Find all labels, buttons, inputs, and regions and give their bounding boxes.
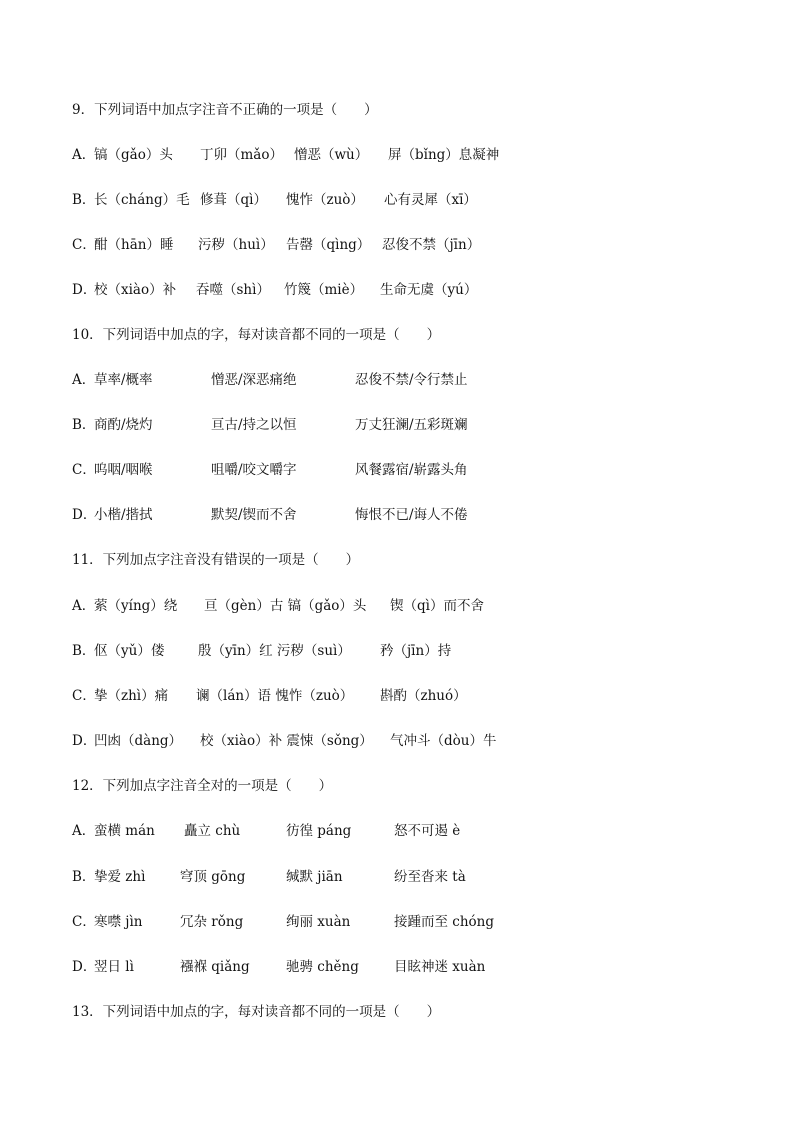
- option-item: 万丈狂澜/五彩斑斓: [355, 417, 468, 433]
- question-10-option-a: [72, 369, 468, 391]
- option-item: 忍俊不禁（jīn）: [382, 237, 481, 253]
- question-9-option-a: [72, 144, 500, 166]
- option-item: 修葺（qì）: [200, 192, 267, 208]
- option-item: 纷至沓来 tà: [394, 869, 466, 885]
- option-item: 风餐露宿/崭露头角: [355, 462, 468, 478]
- option-label: C．: [72, 237, 96, 253]
- option-label: D．: [72, 282, 97, 298]
- option-item: 目眩神迷 xuàn: [394, 959, 486, 975]
- option-item: 绚丽 xuàn: [286, 914, 351, 930]
- option-item: 悔恨不已/诲人不倦: [355, 507, 468, 523]
- question-11-option-c: [72, 685, 467, 707]
- option-label: A．: [72, 372, 96, 388]
- question-10-stem: 10．下列词语中加点的字，每对读音都不同的一项是（ ）: [72, 327, 441, 343]
- option-item: 心有灵犀（xī）: [384, 192, 477, 208]
- option-item: 矗立 chù: [184, 823, 241, 839]
- option-item: 冗杂 rǒng: [180, 914, 244, 930]
- option-item: 吞噬（shì）: [196, 282, 270, 298]
- option-item: 伛（yǔ）偻: [94, 643, 165, 659]
- option-label: B．: [72, 417, 96, 433]
- question-10-option-d: [72, 504, 468, 526]
- option-item: 愧怍（zuò）: [286, 192, 364, 208]
- option-item: 草率/概率: [94, 372, 153, 388]
- question-11-option-b: [72, 640, 452, 662]
- option-label: D．: [72, 959, 97, 975]
- option-item: 憎恶（wù）: [294, 147, 369, 163]
- option-item: 寒噤 jìn: [94, 914, 143, 930]
- option-item: 殷（yīn）红 污秽（suì）: [198, 643, 351, 659]
- question-13-stem: 13．下列词语中加点的字，每对读音都不同的一项是（ ）: [72, 1004, 441, 1020]
- option-item: 彷徨 páng: [286, 823, 352, 839]
- option-item: 斟酌（zhuó）: [380, 688, 467, 704]
- option-label: C．: [72, 462, 96, 478]
- option-item: 亘古/持之以恒: [211, 417, 297, 433]
- option-item: 驰骋 chěng: [286, 959, 359, 975]
- option-item: 丁卯（mǎo）: [200, 147, 283, 163]
- question-9-option-b: [72, 189, 477, 211]
- option-item: 忍俊不禁/令行禁止: [355, 372, 468, 388]
- question-11-option-a: [72, 595, 484, 617]
- question-10-option-b: [72, 414, 468, 436]
- option-label: A．: [72, 598, 96, 614]
- option-item: 缄默 jiān: [286, 869, 343, 885]
- question-9-option-c: [72, 234, 481, 256]
- question-12-option-a: [72, 820, 461, 842]
- option-label: B．: [72, 192, 96, 208]
- option-label: A．: [72, 147, 96, 163]
- question-11-stem: 11．下列加点字注音没有错误的一项是（ ）: [72, 552, 360, 568]
- option-item: 校（xiào）补 震悚（sǒng）: [200, 733, 373, 749]
- option-item: 咀嚼/咬文嚼字: [211, 462, 297, 478]
- option-item: 萦（yíng）绕: [94, 598, 178, 614]
- option-item: 镐（gǎo）头: [94, 147, 173, 163]
- option-label: C．: [72, 914, 96, 930]
- option-label: C．: [72, 688, 96, 704]
- option-item: 穹顶 gōng: [180, 869, 246, 885]
- option-item: 商酌/烧灼: [94, 417, 153, 433]
- option-label: D．: [72, 507, 97, 523]
- option-item: 蛮横 mán: [94, 823, 155, 839]
- question-9-option-d: [72, 279, 478, 301]
- option-item: 呜咽/咽喉: [94, 462, 153, 478]
- question-11-option-d: [72, 730, 497, 752]
- option-item: 矜（jīn）持: [380, 643, 452, 659]
- option-item: 默契/锲而不舍: [211, 507, 297, 523]
- option-item: 屏（bǐng）息凝神: [388, 147, 500, 163]
- question-12-stem: 12．下列加点字注音全对的一项是（ ）: [72, 778, 333, 794]
- option-item: 凹凼（dàng）: [94, 733, 183, 749]
- option-item: 校（xiào）补: [94, 282, 177, 298]
- option-item: 竹篾（miè）: [284, 282, 364, 298]
- option-item: 翌日 lì: [94, 959, 134, 975]
- option-item: 小楷/揩拭: [94, 507, 153, 523]
- option-item: 挚（zhì）痛: [94, 688, 169, 704]
- option-item: 亘（gèn）古 镐（gǎo）头: [204, 598, 367, 614]
- option-label: A．: [72, 823, 96, 839]
- option-label: B．: [72, 869, 96, 885]
- option-label: B．: [72, 643, 96, 659]
- option-item: 接踵而至 chóng: [394, 914, 495, 930]
- option-item: 襁褓 qiǎng: [180, 959, 250, 975]
- option-item: 气冲斗（dòu）牛: [390, 733, 497, 749]
- question-10-option-c: [72, 459, 468, 481]
- option-item: 长（cháng）毛: [94, 192, 190, 208]
- question-12-option-b: [72, 866, 466, 888]
- question-9-stem: 9．下列词语中加点字注音不正确的一项是（ ）: [72, 102, 378, 118]
- option-item: 怒不可遏 è: [394, 823, 461, 839]
- option-item: 告罄（qìng）: [286, 237, 371, 253]
- option-item: 憎恶/深恶痛绝: [211, 372, 297, 388]
- option-item: 生命无虞（yú）: [380, 282, 478, 298]
- option-item: 挚爱 zhì: [94, 869, 146, 885]
- option-item: 酣（hān）睡: [94, 237, 174, 253]
- option-item: 锲（qì）而不舍: [390, 598, 484, 614]
- option-label: D．: [72, 733, 97, 749]
- option-item: 谰（lán）语 愧怍（zuò）: [196, 688, 354, 704]
- option-item: 污秽（huì）: [198, 237, 274, 253]
- question-12-option-c: [72, 911, 495, 933]
- question-12-option-d: [72, 956, 486, 978]
